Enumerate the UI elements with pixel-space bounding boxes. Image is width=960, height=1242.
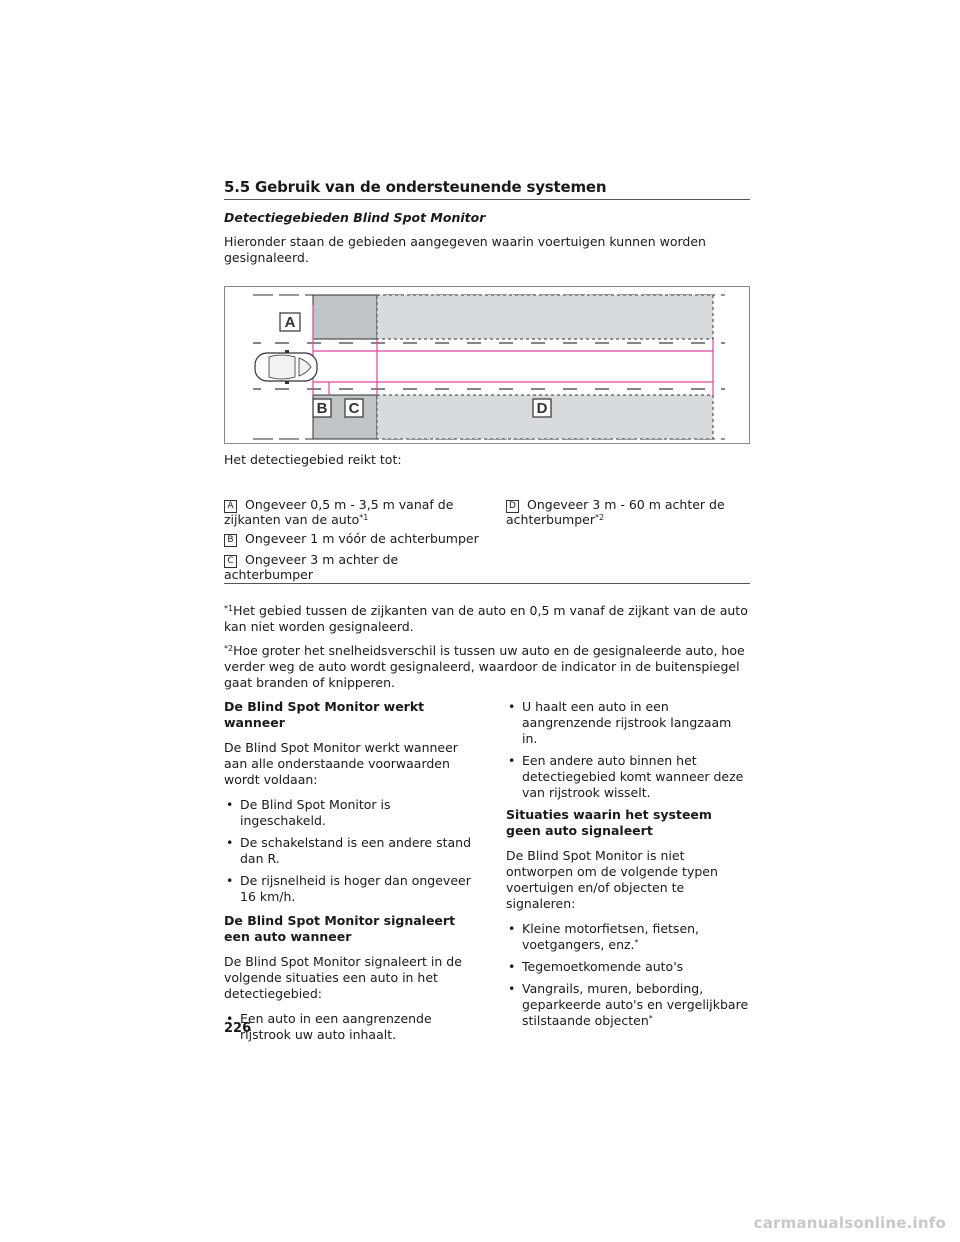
legend-badge-c: C (224, 555, 237, 568)
legend-item-c (224, 553, 414, 582)
reach-text: Het detectiegebied reikt tot: (224, 452, 402, 467)
bullet-item: • Een auto in een aangrenzende rijstrook uw auto inhaalt. (224, 1011, 474, 1043)
paragraph-not-signaled: De Blind Spot Monitor is niet ontworpen om de volgende typen voertuigen en/of objecten te signaleren: (506, 848, 718, 911)
subheading: Detectiegebieden Blind Spot Monitor (224, 210, 486, 225)
bullet-item: • Tegemoetkomende auto's (506, 959, 750, 975)
footnote-1 (224, 603, 750, 635)
section-title: 5.5 Gebruik van de ondersteunende systemen (224, 178, 607, 196)
bullet-text: Vangrails, muren, bebording, geparkeerde auto's en vergelijkbare stilstaande objecten (522, 981, 749, 1028)
legend-text-c: Ongeveer 3 m achter de achterbumper (224, 552, 399, 582)
paragraph-signals-when: De Blind Spot Monitor signaleert in de volgende situaties een auto in het detectiegebied: (224, 954, 462, 1001)
asterisk-marker: * (634, 938, 639, 947)
bullet-item: • De rijsnelheid is hoger dan ongeveer 16 km/h. (224, 873, 474, 905)
zone-a-dark (313, 295, 377, 339)
footnote-1-marker: *1 (224, 604, 234, 613)
watermark-footer: carmanualsonline.info (753, 1214, 946, 1232)
label-a: A (284, 314, 296, 331)
car-icon (255, 350, 317, 384)
footnote-2-marker: *2 (224, 644, 234, 653)
detection-area-diagram (224, 286, 750, 444)
right-column (506, 699, 750, 1029)
bullet-item: • De schakelstand is een andere stand dan R. (224, 835, 474, 867)
legend-badge-b: B (224, 534, 237, 547)
paragraph-works-when: De Blind Spot Monitor werkt wanneer aan alle onderstaande voorwaarden wordt voldaan: (224, 740, 458, 787)
legend-divider (224, 583, 750, 584)
bullet-item (506, 981, 750, 1029)
section-divider (224, 199, 750, 200)
left-column (224, 699, 474, 1043)
legend-text-d: Ongeveer 3 m - 60 m achter de achterbumper (506, 497, 725, 527)
bullet-item: • U haalt een auto in een aangrenzende rijstrook langzaam in. (506, 699, 750, 747)
footnote-2-text: Hoe groter het snelheidsverschil is tussen uw auto en de gesignaleerde auto, hoe verder weg de auto wordt gesignaleerd, waardoor de indicator in de buitenspiegel gaat branden of knipperen. (224, 643, 745, 690)
bullet-item: • Een andere auto binnen het detectiegebied komt wanneer deze van rijstrook wisselt. (506, 753, 750, 801)
legend-item-d (506, 498, 736, 527)
legend-text-a: Ongeveer 0,5 m - 3,5 m vanaf de zijkanten van de auto (224, 497, 454, 527)
legend-item-a (224, 498, 474, 527)
page-number: 226 (224, 1021, 252, 1036)
legend-badge-a: A (224, 500, 237, 513)
intro-paragraph: Hieronder staan de gebieden aangegeven waarin voertuigen kunnen worden gesignaleerd. (224, 234, 706, 265)
heading-works-when: De Blind Spot Monitor werkt wanneer (224, 699, 425, 730)
legend-badge-d: D (506, 500, 519, 513)
label-b: B (316, 400, 328, 417)
heading-not-signaled: Situaties waarin het systeem geen auto signaleert (506, 807, 712, 838)
legend-text-b: Ongeveer 1 m vóór de achterbumper (245, 531, 479, 546)
bullet-item: • De Blind Spot Monitor is ingeschakeld. (224, 797, 474, 829)
bullet-text: Kleine motorfietsen, fietsen, voetgangers, enz. (522, 921, 700, 952)
footnote-2 (224, 643, 750, 691)
label-d: D (536, 400, 548, 417)
legend-sup-a: *1 (359, 513, 369, 522)
label-c: C (348, 400, 360, 417)
legend-sup-d: *2 (594, 513, 605, 522)
legend-item-b (224, 532, 484, 547)
zone-a-light (377, 295, 713, 339)
footnote-1-text: Het gebied tussen de zijkanten van de auto en 0,5 m vanaf de zijkant van de auto kan niet worden gesignaleerd. (224, 603, 748, 634)
asterisk-marker: * (648, 1014, 653, 1023)
bullet-item (506, 921, 750, 953)
heading-signals-when: De Blind Spot Monitor signaleert een auto wanneer (224, 913, 456, 944)
